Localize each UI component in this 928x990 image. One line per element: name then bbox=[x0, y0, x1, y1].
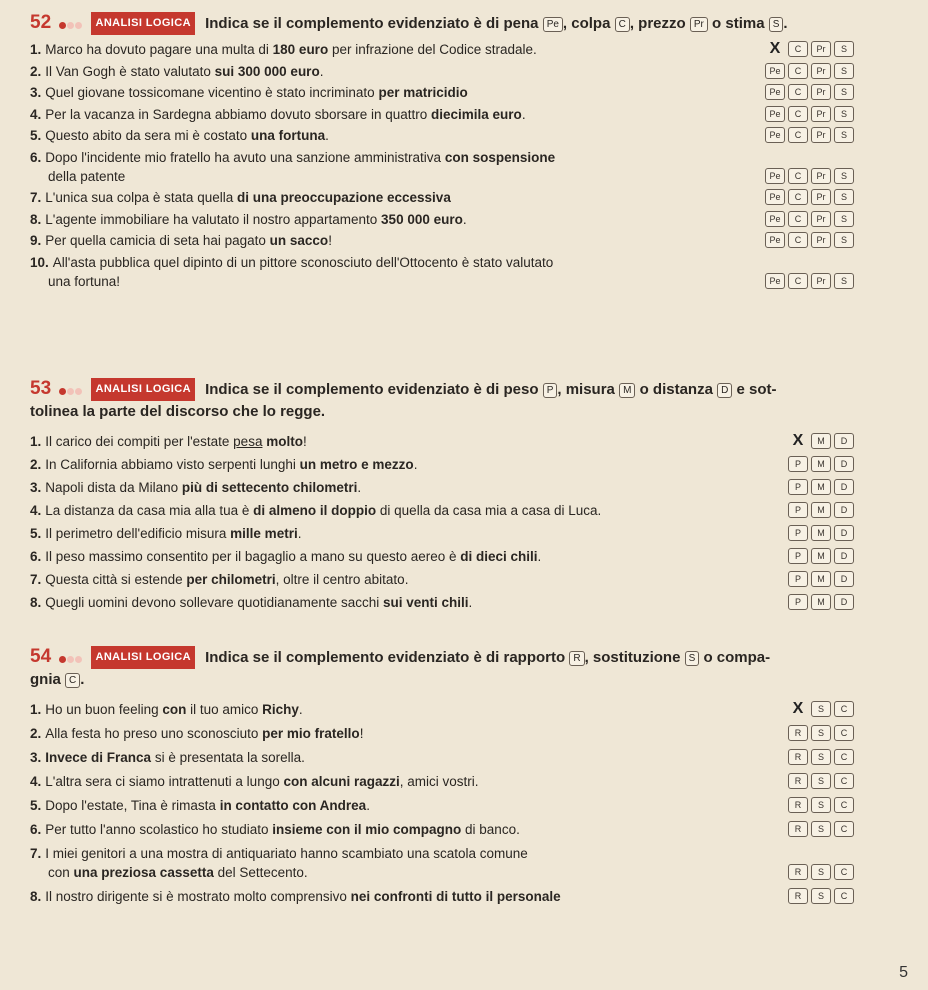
highlighted-complement: di almeno il doppio bbox=[253, 503, 377, 518]
exercise-52-header bbox=[30, 12, 890, 35]
answer-option-pe[interactable]: Pe bbox=[765, 211, 785, 227]
item-text: . bbox=[298, 702, 303, 717]
item-number: 9. bbox=[30, 233, 42, 248]
answer-option-pe[interactable]: Pe bbox=[765, 84, 785, 100]
highlighted-complement: sui venti chili bbox=[382, 595, 469, 610]
answer-option-m[interactable]: M bbox=[811, 594, 831, 610]
item-text: . bbox=[462, 211, 467, 227]
answer-options bbox=[788, 502, 854, 518]
item-number: 1. bbox=[30, 434, 42, 449]
answer-option-d[interactable]: D bbox=[834, 571, 854, 587]
instruction-text: o distanza bbox=[639, 381, 713, 398]
legend-box: C bbox=[615, 17, 630, 32]
item-number: 2. bbox=[30, 457, 42, 472]
instruction-text: o stima bbox=[712, 15, 765, 32]
answer-options bbox=[788, 433, 854, 449]
answer-option-pe[interactable]: Pe bbox=[765, 189, 785, 205]
list-item bbox=[30, 700, 890, 719]
highlighted-complement: 350 000 euro bbox=[381, 211, 463, 227]
answer-option-s[interactable]: S bbox=[834, 168, 854, 184]
item-number: 2. bbox=[30, 726, 42, 741]
list-item bbox=[30, 40, 890, 59]
answer-option-pe[interactable]: Pe bbox=[765, 273, 785, 289]
item-text: La distanza da casa mia alla tua è bbox=[45, 503, 254, 518]
item-number: 4. bbox=[30, 774, 42, 789]
answer-option-r[interactable]: R bbox=[788, 749, 808, 765]
instruction-text: , prezzo bbox=[629, 15, 686, 32]
highlighted-complement: una fortuna bbox=[250, 128, 326, 143]
answer-option-c[interactable]: C bbox=[788, 189, 808, 205]
answer-option-s[interactable]: S bbox=[834, 63, 854, 79]
item-text: una fortuna! bbox=[48, 273, 121, 289]
marked-answer-x-icon[interactable]: X bbox=[769, 40, 781, 57]
item-text: Dopo l'estate, Tina è rimasta bbox=[45, 798, 220, 813]
exercise-number: 52 bbox=[30, 12, 52, 33]
answer-option-m[interactable]: M bbox=[811, 502, 831, 518]
exercise-54 bbox=[30, 646, 890, 911]
answer-option-c[interactable]: C bbox=[788, 106, 808, 122]
highlighted-complement: di una preoccupazione eccessiva bbox=[236, 190, 451, 205]
exercise-54-header bbox=[30, 646, 890, 690]
item-text: . bbox=[325, 128, 329, 143]
instruction-text: gnia bbox=[30, 671, 61, 688]
answer-options bbox=[765, 168, 854, 184]
highlighted-complement: Richy bbox=[262, 702, 299, 717]
answer-option-c[interactable]: C bbox=[788, 168, 808, 184]
answer-option-c[interactable]: C bbox=[834, 701, 854, 717]
answer-options bbox=[765, 189, 854, 205]
item-number: 4. bbox=[30, 503, 42, 518]
answer-option-s[interactable]: S bbox=[811, 821, 831, 837]
answer-option-d[interactable]: D bbox=[834, 433, 854, 449]
highlighted-complement: più di settecento chilometri bbox=[181, 480, 358, 495]
list-item bbox=[30, 478, 890, 497]
page-number: 5 bbox=[899, 964, 908, 981]
highlighted-complement: una preziosa cassetta bbox=[73, 865, 214, 880]
item-text: Quel giovane tossicomane vicentino è stato incriminato bbox=[45, 85, 379, 100]
list-item bbox=[30, 62, 890, 81]
item-text: . bbox=[413, 457, 418, 472]
legend-box: C bbox=[65, 673, 80, 688]
instruction-text: tolinea la parte del discorso che lo regge. bbox=[30, 403, 326, 420]
list-item bbox=[30, 253, 890, 291]
highlighted-complement: mille metri bbox=[230, 526, 298, 541]
instruction-text: e sot- bbox=[736, 381, 777, 398]
answer-option-p[interactable]: P bbox=[788, 548, 808, 564]
item-number: 6. bbox=[30, 149, 42, 165]
answer-option-d[interactable]: D bbox=[834, 502, 854, 518]
list-item bbox=[30, 455, 890, 474]
section-tag: ANALISI LOGICA bbox=[91, 646, 194, 669]
answer-option-s[interactable]: S bbox=[811, 773, 831, 789]
list-item bbox=[30, 547, 890, 566]
highlighted-complement: con alcuni ragazzi bbox=[283, 774, 400, 789]
answer-options bbox=[788, 773, 854, 789]
item-text: Per la vacanza in Sardegna abbiamo dovuto sborsare in quattro bbox=[45, 106, 432, 122]
instruction-text: Indica se il complemento evidenziato è di rapporto bbox=[205, 649, 566, 666]
item-text: Marco ha dovuto pagare una multa di bbox=[45, 42, 273, 57]
underlined-word: pesa bbox=[233, 434, 263, 449]
item-text: L'agente immobiliare ha valutato il nostro appartamento bbox=[45, 211, 382, 227]
item-text: . bbox=[537, 549, 542, 564]
item-number: 6. bbox=[30, 822, 42, 837]
answer-option-s[interactable]: S bbox=[834, 127, 854, 143]
item-text: Ho un buon feeling bbox=[45, 702, 163, 717]
answer-options bbox=[765, 84, 854, 100]
answer-option-m[interactable]: M bbox=[811, 479, 831, 495]
answer-options bbox=[788, 864, 854, 880]
answer-option-s[interactable]: S bbox=[834, 273, 854, 289]
list-item bbox=[30, 126, 890, 145]
list-item bbox=[30, 210, 890, 229]
answer-option-pe[interactable]: Pe bbox=[765, 168, 785, 184]
item-text: Napoli dista da Milano bbox=[45, 480, 182, 495]
item-text: di banco. bbox=[461, 822, 520, 837]
list-item bbox=[30, 148, 890, 186]
answer-option-c[interactable]: C bbox=[834, 888, 854, 904]
list-item bbox=[30, 83, 890, 102]
legend-box: P bbox=[543, 383, 558, 398]
answer-options bbox=[788, 456, 854, 472]
answer-option-p[interactable]: P bbox=[788, 594, 808, 610]
answer-option-c[interactable]: C bbox=[788, 232, 808, 248]
answer-options bbox=[765, 63, 854, 79]
highlighted-complement: di dieci chili bbox=[460, 549, 538, 564]
answer-option-m[interactable]: M bbox=[811, 456, 831, 472]
answer-option-r[interactable]: R bbox=[788, 773, 808, 789]
answer-option-c[interactable]: C bbox=[834, 773, 854, 789]
answer-options bbox=[765, 211, 854, 227]
item-number: 1. bbox=[30, 702, 42, 717]
answer-option-c[interactable]: C bbox=[834, 797, 854, 813]
legend-box: D bbox=[717, 383, 732, 398]
answer-options bbox=[765, 273, 854, 289]
answer-option-s[interactable]: S bbox=[811, 749, 831, 765]
answer-option-s[interactable]: S bbox=[834, 106, 854, 122]
answer-option-pe[interactable]: Pe bbox=[765, 106, 785, 122]
answer-option-c[interactable]: C bbox=[834, 821, 854, 837]
highlighted-complement: con bbox=[162, 702, 187, 717]
marked-answer-x-icon[interactable]: X bbox=[792, 432, 804, 449]
answer-option-c[interactable]: C bbox=[834, 749, 854, 765]
answer-option-s[interactable]: S bbox=[834, 41, 854, 57]
answer-option-pr[interactable]: Pr bbox=[811, 273, 831, 289]
answer-option-s[interactable]: S bbox=[811, 701, 831, 717]
answer-option-d[interactable]: D bbox=[834, 548, 854, 564]
difficulty-dots-icon bbox=[59, 648, 83, 669]
difficulty-dots-icon bbox=[59, 14, 83, 35]
answer-option-s[interactable]: S bbox=[811, 725, 831, 741]
item-text: Il perimetro dell'edificio misura bbox=[45, 526, 231, 541]
item-text: Dopo l'incidente mio fratello ha avuto una sanzione amministrativa bbox=[45, 149, 445, 165]
item-number: 1. bbox=[30, 42, 42, 57]
item-text: Questo abito da sera mi è costato bbox=[45, 128, 251, 143]
highlighted-complement: per matricidio bbox=[378, 85, 468, 100]
answer-option-d[interactable]: D bbox=[834, 479, 854, 495]
answer-option-pr[interactable]: Pr bbox=[811, 211, 831, 227]
answer-option-d[interactable]: D bbox=[834, 594, 854, 610]
answer-option-s[interactable]: S bbox=[811, 797, 831, 813]
item-number: 5. bbox=[30, 128, 42, 143]
item-text: del Settecento. bbox=[213, 865, 308, 880]
item-text: Questa città si estende bbox=[45, 572, 187, 587]
answer-options bbox=[765, 232, 854, 248]
exercise-53 bbox=[30, 378, 890, 616]
answer-option-pr[interactable]: Pr bbox=[811, 232, 831, 248]
list-item bbox=[30, 524, 890, 543]
section-tag: ANALISI LOGICA bbox=[91, 378, 194, 401]
instruction-text: , colpa bbox=[562, 15, 611, 32]
exercise-52 bbox=[30, 12, 890, 293]
answer-option-pe[interactable]: Pe bbox=[765, 127, 785, 143]
item-number: 3. bbox=[30, 750, 42, 765]
highlighted-complement: per mio fratello bbox=[262, 726, 360, 741]
answer-option-m[interactable]: M bbox=[811, 571, 831, 587]
item-text: il tuo amico bbox=[186, 702, 263, 717]
answer-option-c[interactable]: C bbox=[788, 211, 808, 227]
answer-options bbox=[788, 594, 854, 610]
item-text: della patente bbox=[48, 168, 126, 184]
exercise-53-items bbox=[30, 432, 890, 612]
answer-options bbox=[788, 821, 854, 837]
instruction-text: Indica se il complemento evidenziato è di pena bbox=[205, 15, 539, 32]
answer-option-r[interactable]: R bbox=[788, 725, 808, 741]
highlighted-complement: 180 euro bbox=[272, 42, 329, 57]
instruction-text: . bbox=[783, 15, 788, 32]
marked-answer-x-icon[interactable]: X bbox=[792, 700, 804, 717]
answer-option-pr[interactable]: Pr bbox=[811, 84, 831, 100]
answer-option-p[interactable]: P bbox=[788, 571, 808, 587]
exercise-number: 54 bbox=[30, 646, 52, 667]
answer-option-d[interactable]: D bbox=[834, 456, 854, 472]
item-number: 4. bbox=[30, 106, 42, 122]
item-text: con bbox=[48, 865, 74, 880]
answer-options bbox=[765, 106, 854, 122]
item-text: ! bbox=[302, 434, 307, 449]
exercise-52-items bbox=[30, 40, 890, 291]
highlighted-complement: molto bbox=[262, 434, 303, 449]
item-number: 2. bbox=[30, 63, 42, 79]
answer-option-p[interactable]: P bbox=[788, 479, 808, 495]
highlighted-complement: un metro e mezzo bbox=[299, 457, 414, 472]
item-number: 7. bbox=[30, 190, 42, 205]
answer-option-r[interactable]: R bbox=[788, 864, 808, 880]
highlighted-complement: in contatto con Andrea bbox=[219, 798, 367, 813]
answer-option-s[interactable]: S bbox=[811, 864, 831, 880]
highlighted-complement: un sacco bbox=[269, 233, 329, 248]
answer-option-c[interactable]: C bbox=[788, 84, 808, 100]
answer-option-c[interactable]: C bbox=[788, 41, 808, 57]
item-number: 3. bbox=[30, 85, 42, 100]
instruction-text: . bbox=[80, 671, 85, 688]
highlighted-complement: sui 300 000 euro bbox=[214, 63, 320, 79]
legend-box: Pe bbox=[543, 17, 563, 32]
item-text: . bbox=[357, 480, 362, 495]
list-item bbox=[30, 772, 890, 791]
highlighted-complement: Invece di Franca bbox=[45, 750, 152, 765]
list-item bbox=[30, 231, 890, 250]
item-number: 5. bbox=[30, 798, 42, 813]
answer-options bbox=[788, 797, 854, 813]
answer-option-c[interactable]: C bbox=[834, 864, 854, 880]
answer-option-pe[interactable]: Pe bbox=[765, 63, 785, 79]
item-text: si è presentata la sorella. bbox=[151, 750, 305, 765]
highlighted-complement: per chilometri bbox=[186, 572, 276, 587]
item-text: . bbox=[297, 526, 302, 541]
answer-option-c[interactable]: C bbox=[834, 725, 854, 741]
item-text: . bbox=[468, 595, 473, 610]
answer-option-c[interactable]: C bbox=[788, 127, 808, 143]
answer-option-s[interactable]: S bbox=[834, 189, 854, 205]
legend-box: M bbox=[619, 383, 635, 398]
item-text: Per tutto l'anno scolastico ho studiato bbox=[45, 822, 273, 837]
answer-option-pr[interactable]: Pr bbox=[811, 127, 831, 143]
item-text: All'asta pubblica quel dipinto di un pittore sconosciuto dell'Ottocento è stato valutato bbox=[52, 254, 554, 270]
list-item bbox=[30, 724, 890, 743]
list-item bbox=[30, 844, 890, 882]
item-text: . bbox=[366, 798, 370, 813]
legend-box: R bbox=[569, 651, 584, 666]
item-text: Quegli uomini devono sollevare quotidianamente sacchi bbox=[45, 595, 383, 610]
item-text: Il peso massimo consentito per il bagaglio a mano su questo aereo è bbox=[45, 549, 461, 564]
item-number: 6. bbox=[30, 549, 42, 564]
legend-box: S bbox=[685, 651, 700, 666]
list-item bbox=[30, 432, 890, 451]
answer-options bbox=[788, 525, 854, 541]
answer-option-s[interactable]: S bbox=[834, 211, 854, 227]
answer-options bbox=[788, 701, 854, 717]
answer-option-d[interactable]: D bbox=[834, 525, 854, 541]
item-number: 10. bbox=[30, 254, 49, 270]
exercise-number: 53 bbox=[30, 378, 52, 399]
item-number: 7. bbox=[30, 572, 42, 587]
answer-options bbox=[788, 725, 854, 741]
answer-option-pr[interactable]: Pr bbox=[811, 168, 831, 184]
instruction-text: Indica se il complemento evidenziato è di peso bbox=[205, 381, 539, 398]
answer-option-pr[interactable]: Pr bbox=[811, 189, 831, 205]
list-item bbox=[30, 748, 890, 767]
answer-option-m[interactable]: M bbox=[811, 548, 831, 564]
answer-option-p[interactable]: P bbox=[788, 525, 808, 541]
answer-option-s[interactable]: S bbox=[834, 84, 854, 100]
answer-option-m[interactable]: M bbox=[811, 433, 831, 449]
item-text: ! bbox=[328, 233, 332, 248]
legend-box: S bbox=[769, 17, 784, 32]
answer-options bbox=[788, 548, 854, 564]
answer-options bbox=[765, 41, 854, 57]
list-item bbox=[30, 105, 890, 124]
exercise-53-header bbox=[30, 378, 890, 422]
answer-option-pr[interactable]: Pr bbox=[811, 106, 831, 122]
item-text: , amici vostri. bbox=[399, 774, 479, 789]
answer-option-p[interactable]: P bbox=[788, 456, 808, 472]
difficulty-dots-icon bbox=[59, 380, 83, 401]
item-text: Il Van Gogh è stato valutato bbox=[45, 63, 215, 79]
list-item bbox=[30, 188, 890, 207]
answer-option-pr[interactable]: Pr bbox=[811, 63, 831, 79]
item-number: 8. bbox=[30, 211, 42, 227]
item-text: I miei genitori a una mostra di antiquariato hanno scambiato una scatola comune bbox=[45, 846, 528, 861]
instruction-text: , misura bbox=[557, 381, 615, 398]
list-item bbox=[30, 887, 890, 906]
item-number: 8. bbox=[30, 889, 42, 904]
instruction-text: , sostituzione bbox=[584, 649, 681, 666]
item-number: 7. bbox=[30, 846, 42, 861]
item-text: Il carico dei compiti per l'estate bbox=[45, 434, 234, 449]
answer-option-r[interactable]: R bbox=[788, 797, 808, 813]
item-number: 5. bbox=[30, 526, 42, 541]
answer-options bbox=[788, 888, 854, 904]
item-text: di quella da casa mia a casa di Luca. bbox=[376, 503, 602, 518]
legend-box: Pr bbox=[690, 17, 708, 32]
answer-option-r[interactable]: R bbox=[788, 821, 808, 837]
list-item bbox=[30, 593, 890, 612]
answer-options bbox=[788, 749, 854, 765]
list-item bbox=[30, 796, 890, 815]
exercise-54-items bbox=[30, 700, 890, 906]
instruction-text: o compa- bbox=[703, 649, 771, 666]
highlighted-complement: con sospensione bbox=[444, 149, 556, 165]
item-text: , oltre il centro abitato. bbox=[275, 572, 409, 587]
item-number: 3. bbox=[30, 480, 42, 495]
highlighted-complement: diecimila euro bbox=[431, 106, 522, 122]
answer-option-p[interactable]: P bbox=[788, 502, 808, 518]
answer-options bbox=[788, 479, 854, 495]
item-text: L'altra sera ci siamo intrattenuti a lungo bbox=[45, 774, 284, 789]
item-text: Alla festa ho preso uno sconosciuto bbox=[45, 726, 263, 741]
answer-options bbox=[765, 127, 854, 143]
section-tag: ANALISI LOGICA bbox=[91, 12, 194, 35]
answer-option-r[interactable]: R bbox=[788, 888, 808, 904]
answer-option-m[interactable]: M bbox=[811, 525, 831, 541]
item-text: Il nostro dirigente si è mostrato molto comprensivo bbox=[45, 889, 351, 904]
item-text: L'unica sua colpa è stata quella bbox=[45, 190, 237, 205]
item-number: 8. bbox=[30, 595, 42, 610]
list-item bbox=[30, 570, 890, 589]
highlighted-complement: nei confronti di tutto il personale bbox=[350, 889, 561, 904]
answer-option-s[interactable]: S bbox=[834, 232, 854, 248]
item-text: per infrazione del Codice stradale. bbox=[328, 42, 537, 57]
answer-option-pe[interactable]: Pe bbox=[765, 232, 785, 248]
highlighted-complement: insieme con il mio compagno bbox=[272, 822, 462, 837]
list-item bbox=[30, 820, 890, 839]
answer-options bbox=[788, 571, 854, 587]
answer-option-c[interactable]: C bbox=[788, 273, 808, 289]
item-text: . bbox=[521, 106, 526, 122]
answer-option-s[interactable]: S bbox=[811, 888, 831, 904]
answer-option-c[interactable]: C bbox=[788, 63, 808, 79]
list-item bbox=[30, 501, 890, 520]
item-text: In California abbiamo visto serpenti lunghi bbox=[45, 457, 300, 472]
item-text: . bbox=[319, 63, 324, 79]
item-text: ! bbox=[359, 726, 364, 741]
answer-option-pr[interactable]: Pr bbox=[811, 41, 831, 57]
item-text: Per quella camicia di seta hai pagato bbox=[45, 233, 270, 248]
